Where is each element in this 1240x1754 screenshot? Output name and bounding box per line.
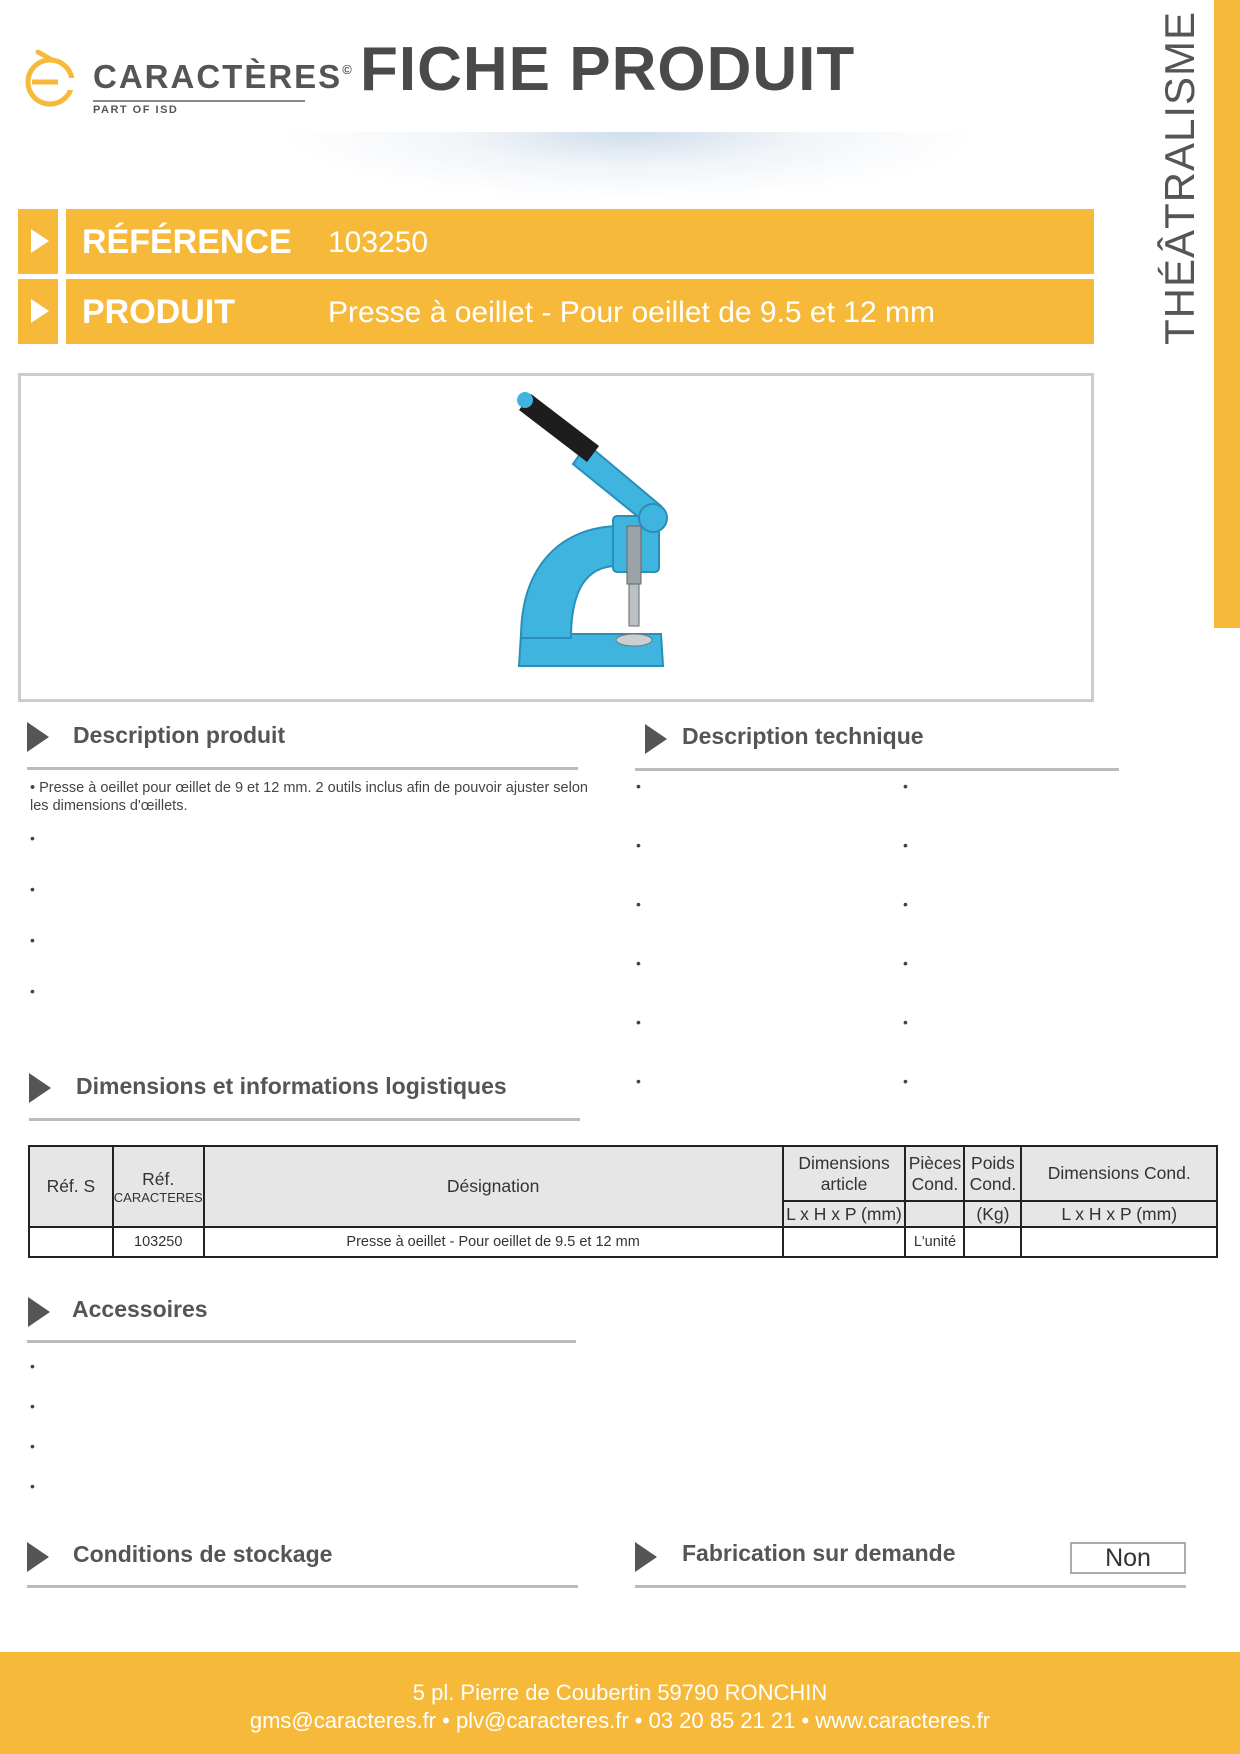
- technical-bullet: •: [636, 1073, 641, 1089]
- brand-logo: [18, 48, 354, 118]
- technical-arrow-icon: [645, 724, 667, 754]
- accessories-arrow-icon: [28, 1297, 50, 1327]
- technical-bullet: •: [903, 837, 908, 853]
- technical-bullet: •: [903, 955, 908, 971]
- product-band: [66, 279, 1094, 344]
- cell-ref: 103250: [113, 1227, 204, 1257]
- fabrication-rule: [635, 1585, 1186, 1588]
- cell-dim-article: [783, 1227, 906, 1257]
- product-arrow-icon: [18, 279, 58, 344]
- fabrication-value: Non: [1070, 1542, 1186, 1574]
- caracteres-logo-icon: [18, 48, 82, 108]
- product-image-frame: [18, 373, 1094, 702]
- description-arrow-icon: [27, 722, 49, 752]
- fabrication-arrow-icon: [635, 1542, 657, 1572]
- brand-underline: [93, 100, 305, 102]
- technical-bullet: •: [903, 1073, 908, 1089]
- technical-rule: [635, 768, 1119, 771]
- header-dim-cond: Dimensions Cond.: [1021, 1146, 1217, 1201]
- brand-subtitle: PART OF ISD: [93, 104, 179, 116]
- footer-contacts: gms@caracteres.fr • plv@caracteres.fr • 03 20 85 21 21 • www.caracteres.fr: [249, 1708, 991, 1733]
- header-pieces-unit: [905, 1201, 964, 1227]
- technical-bullet: •: [903, 1014, 908, 1030]
- storage-title: Conditions de stockage: [73, 1541, 333, 1567]
- description-bullet: •: [30, 983, 35, 999]
- storage-rule: [27, 1585, 578, 1588]
- reference-value: 103250: [328, 226, 429, 259]
- cell-designation: Presse à oeillet - Pour oeillet de 9.5 et 12 mm: [204, 1227, 783, 1257]
- page-title: FICHE PRODUIT: [360, 35, 856, 104]
- footer-address: 5 pl. Pierre de Coubertin 59790 RONCHIN: [412, 1680, 828, 1705]
- description-bullet: •: [30, 881, 35, 897]
- technical-bullet: •: [636, 837, 641, 853]
- accessories-rule: [27, 1340, 576, 1343]
- brand-name: CARACTÈRES©: [93, 58, 354, 95]
- header-shadow: [280, 132, 980, 202]
- fabrication-title: Fabrication sur demande: [682, 1540, 956, 1566]
- accessory-bullet: •: [30, 1398, 35, 1414]
- technical-bullet: •: [636, 896, 641, 912]
- header-poids: Poids Cond.: [964, 1146, 1021, 1201]
- eyelet-press-image: [21, 376, 1091, 699]
- technical-bullet: •: [636, 955, 641, 971]
- accessory-bullet: •: [30, 1438, 35, 1454]
- header-dim-article: Dimensions article: [783, 1146, 906, 1201]
- description-bullet: •: [30, 932, 35, 948]
- logistics-title: Dimensions et informations logistiques: [76, 1073, 507, 1099]
- cell-pieces: L'unité: [905, 1227, 964, 1257]
- product-label: PRODUIT: [82, 293, 235, 331]
- side-accent-bar: [1214, 0, 1240, 628]
- product-value: Presse à oeillet - Pour oeillet de 9.5 et 12 mm: [328, 296, 935, 329]
- technical-title: Description technique: [682, 723, 924, 749]
- category-label: THÉÂTRALISME: [1156, 10, 1203, 345]
- footer: [0, 1652, 1240, 1754]
- description-text: • Presse à oeillet pour œillet de 9 et 12 mm. 2 outils inclus afin de pouvoir ajuster selon les dimensions d'œillets.: [30, 780, 588, 814]
- accessory-bullet: •: [30, 1478, 35, 1494]
- header-pieces: Pièces Cond.: [905, 1146, 964, 1201]
- reference-label: RÉFÉRENCE: [82, 223, 292, 261]
- logistics-arrow-icon: [29, 1073, 51, 1103]
- header-dim-article-unit: L x H x P (mm): [783, 1201, 906, 1227]
- header-dim-cond-unit: L x H x P (mm): [1021, 1201, 1217, 1227]
- technical-bullet: •: [903, 896, 908, 912]
- accessory-bullet: •: [30, 1358, 35, 1374]
- technical-bullet: •: [636, 1014, 641, 1030]
- technical-bullet: •: [903, 778, 908, 794]
- header-poids-unit: (Kg): [964, 1201, 1021, 1227]
- table-row: [29, 1227, 1217, 1257]
- header-designation: Désignation: [204, 1146, 783, 1227]
- technical-bullet: •: [636, 778, 641, 794]
- reference-arrow-icon: [18, 209, 58, 274]
- accessories-title: Accessoires: [72, 1296, 208, 1322]
- header-ref-s: Réf. S: [29, 1146, 113, 1227]
- cell-ref-s: [29, 1227, 113, 1257]
- logistics-rule: [29, 1118, 580, 1121]
- logistics-table: [28, 1145, 1218, 1258]
- storage-arrow-icon: [27, 1542, 49, 1572]
- description-title: Description produit: [73, 722, 286, 748]
- reference-band: [66, 209, 1094, 274]
- description-bullet: •: [30, 830, 35, 846]
- cell-dim-cond: [1021, 1227, 1217, 1257]
- description-rule: [27, 767, 578, 770]
- header-ref: Réf. CARACTERES: [113, 1146, 204, 1227]
- cell-poids: [964, 1227, 1021, 1257]
